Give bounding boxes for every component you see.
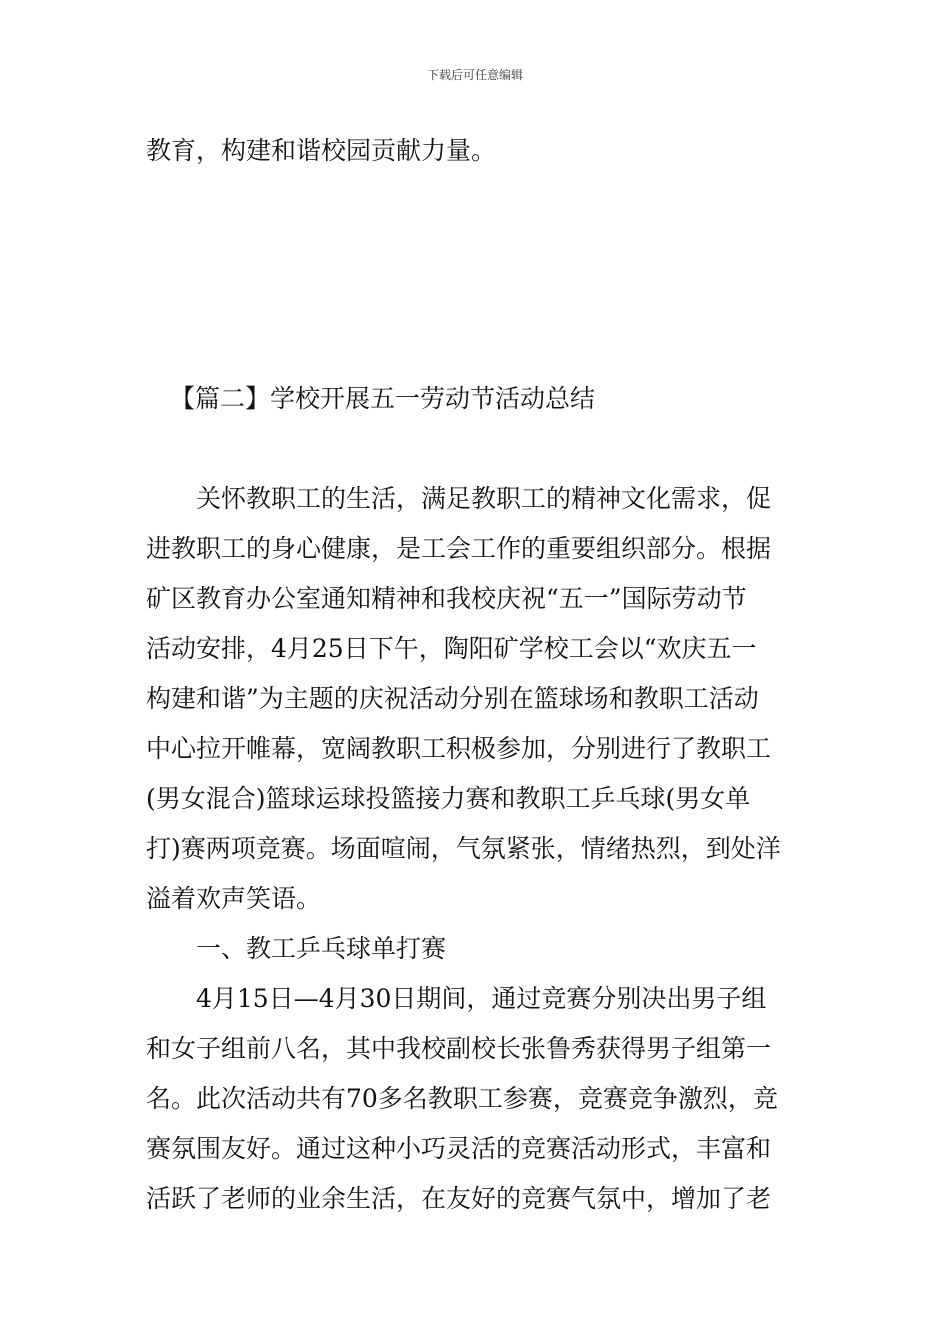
text-line: 名。此次活动共有70多名教职工参赛，竞赛竞争激烈，竞 — [146, 1084, 778, 1113]
subsection-heading: 一、教工乒乓球单打赛 — [196, 934, 447, 963]
text-line: 活动安排，4月25日下午，陶阳矿学校工会以“欢庆五一 — [146, 634, 757, 663]
section-heading: 【篇二】学校开展五一劳动节活动总结 — [170, 384, 596, 413]
text-line: 赛氛围友好。通过这种小巧灵活的竞赛活动形式，丰富和 — [146, 1134, 772, 1163]
text-line: 构建和谐”为主题的庆祝活动分别在篮球场和教职工活动 — [146, 684, 759, 713]
text-line: 进教职工的身心健康，是工会工作的重要组织部分。根据 — [146, 534, 772, 563]
text-line: 教育，构建和谐校园贡献力量。 — [146, 136, 497, 165]
page-header: 下载后可任意编辑 — [426, 68, 523, 82]
text-line: 矿区教育办公室通知精神和我校庆祝“五一”国际劳动节 — [146, 584, 747, 613]
text-line: 和女子组前八名，其中我校副校长张鲁秀获得男子组第一 — [146, 1034, 772, 1063]
text-line: (男女混合)篮球运球投篮接力赛和教职工乒乓球(男女单 — [146, 784, 751, 813]
text-line: 打)赛两项竞赛。场面喧闹，气氛紧张，情绪热烈，到处洋 — [146, 834, 781, 863]
text-line: 活跃了老师的业余生活，在友好的竞赛气氛中，增加了老 — [146, 1184, 772, 1213]
text-line: 溢着欢声笑语。 — [146, 884, 322, 913]
text-line: 4月15日—4月30日期间，通过竞赛分别决出男子组 — [196, 984, 767, 1013]
text-line: 中心拉开帷幕，宽阔教职工积极参加，分别进行了教职工 — [146, 734, 772, 763]
text-line: 关怀教职工的生活，满足教职工的精神文化需求，促 — [196, 484, 772, 513]
